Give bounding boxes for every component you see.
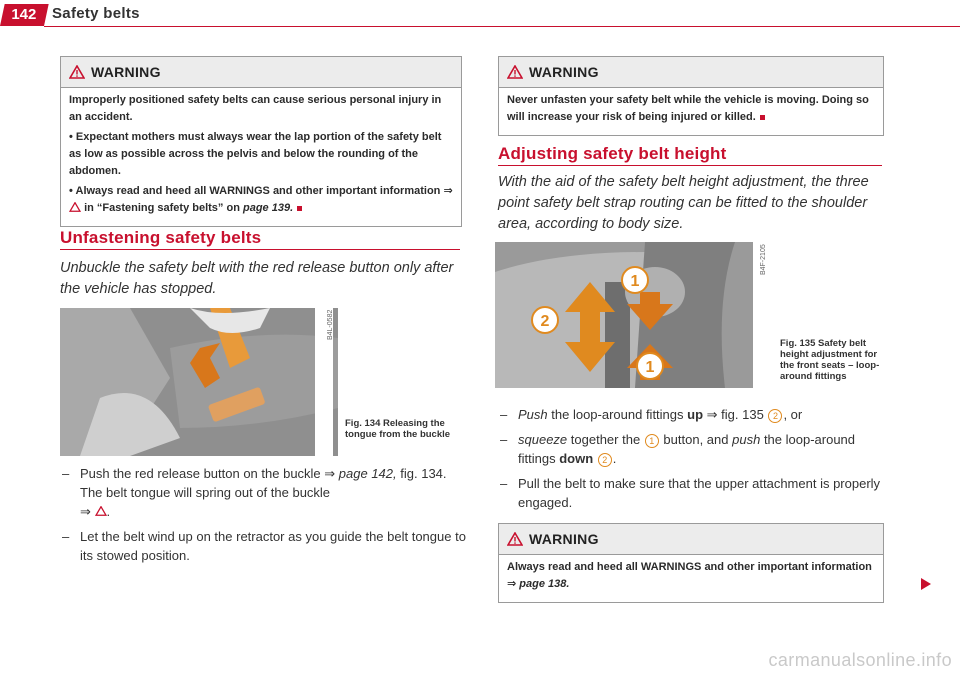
warning-header [499, 524, 883, 555]
step-item: – Pull the belt to make sure that the upper attachment is properly engaged. [500, 476, 881, 510]
warning-title: WARNING [91, 63, 161, 80]
section-heading: Adjusting safety belt height [498, 144, 727, 163]
header-rule [44, 26, 960, 27]
page-link[interactable]: page 138. [519, 578, 570, 590]
callout-ref: 2 [598, 453, 612, 467]
warning-box-1 [60, 56, 462, 227]
figure-135-illustration [495, 242, 771, 388]
steps-adjust [498, 405, 888, 518]
steps-unfasten [60, 464, 470, 571]
warning-lead: Improperly positioned safety belts can cause serious personal injury in an accident. [69, 94, 442, 123]
figure-caption: Fig. 134 Releasing the tongue from the buckle [345, 418, 451, 440]
warning-triangle-icon [69, 65, 85, 79]
figure-caption: Fig. 135 Safety belt height adjustment for the front seats – loop-around fittings [780, 338, 880, 382]
warning-text: Never unfasten your safety belt while the vehicle is moving. Doing so will increase your risk of being injured or killed. [507, 94, 869, 123]
warning-triangle-icon [507, 65, 523, 79]
warning-box-2 [498, 56, 884, 136]
warning-triangle-icon [507, 532, 523, 546]
callout-ref: 2 [768, 409, 782, 423]
page-link[interactable]: page 139. [242, 202, 294, 214]
section-heading: Unfastening safety belts [60, 228, 262, 247]
warning-header [499, 57, 883, 88]
continue-arrow-icon [920, 577, 932, 591]
warning-title: WARNING [529, 63, 599, 80]
page-number: 142 [0, 4, 49, 26]
page-header [0, 0, 960, 28]
warning-title: WARNING [529, 530, 599, 547]
callout-label: 1 [645, 359, 655, 376]
end-marker-icon [760, 115, 765, 120]
page-link[interactable]: page 142, [338, 466, 397, 481]
running-title: Safety belts [52, 5, 140, 22]
figure-code: B4L-0582 [327, 309, 334, 340]
warning-triangle-icon [69, 202, 81, 212]
step-item: – Push the loop-around fittings up ⇒ fig. 135 2 , or [500, 407, 803, 422]
figure-134-illustration [60, 308, 338, 456]
warning-bullet: • Expectant mothers must always wear the lap portion of the safety belt as low as possible across the pelvis and below the rounding of the abdomen. [69, 131, 442, 177]
step-item: – Push the red release button on the buckle ⇒ page 142, fig. 134. The belt tongue will spring out of the buckle ⇒ . [62, 466, 447, 519]
warning-header [61, 57, 461, 88]
figure-code: B4F-2105 [760, 244, 767, 275]
callout-label: 2 [540, 313, 550, 330]
step-item: – Let the belt wind up on the retractor as you guide the belt tongue to its stowed position. [62, 529, 466, 563]
end-marker-icon [297, 206, 302, 211]
heading-rule [498, 165, 882, 166]
step-item: – squeeze together the 1 button, and push the loop-around fittings down 2 . [500, 432, 856, 466]
callout-label: 1 [630, 273, 640, 290]
warning-box-3: WARNING Always read and heed all WARNINGS and other important information ⇒ page 138. [498, 523, 884, 603]
warning-bullet: • Always read and heed all WARNINGS and other important information ⇒ in “Fastening safety belts” on page 139. [69, 185, 453, 214]
heading-rule [60, 249, 460, 250]
callout-ref: 1 [645, 434, 659, 448]
watermark: carmanualsonline.info [768, 650, 952, 670]
section-intro: Unbuckle the safety belt with the red release button only after the vehicle has stopped. [60, 260, 454, 297]
warning-triangle-icon [95, 506, 107, 516]
warning-text: Always read and heed all WARNINGS and other important information [507, 561, 872, 573]
section-intro: With the aid of the safety belt height adjustment, the three point safety belt strap routing can be fitted to the shoulder area, according to body size. [498, 174, 869, 232]
